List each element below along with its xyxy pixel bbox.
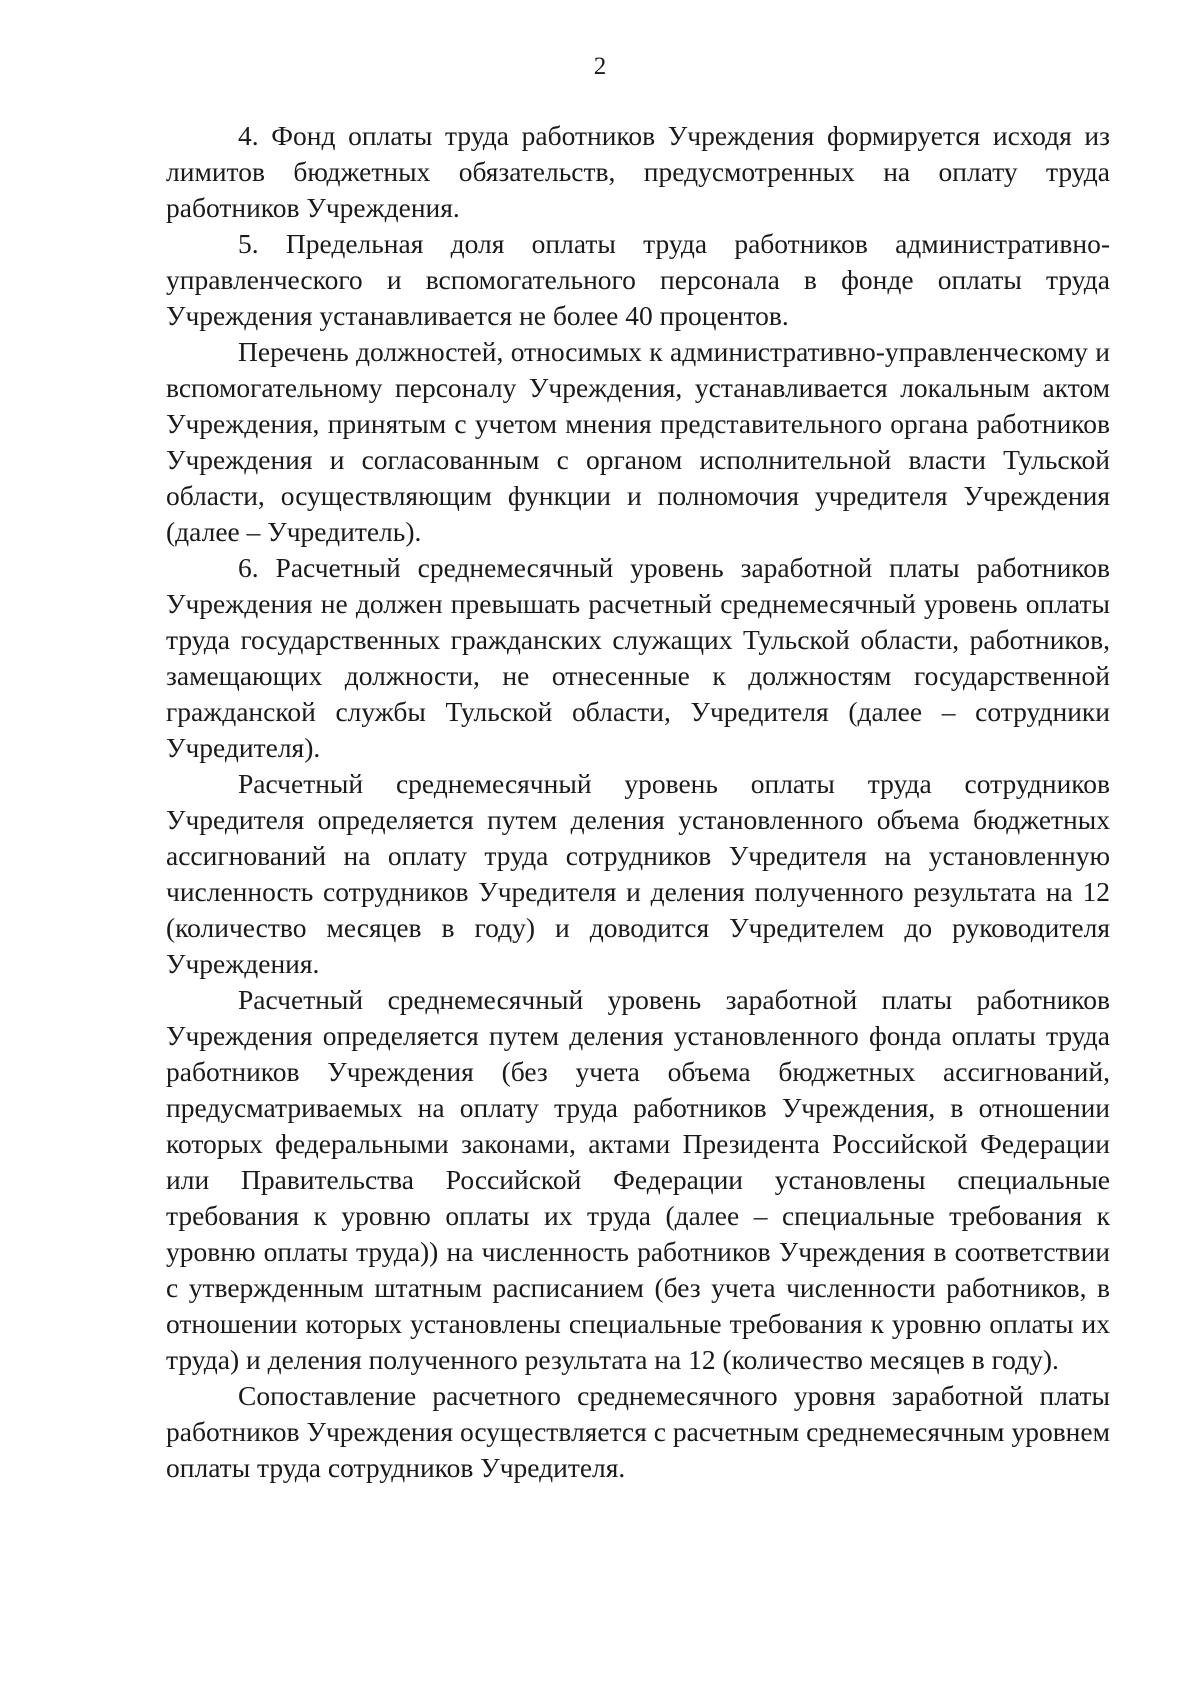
- paragraph-positions-list: Перечень должностей, относимых к административно-управленческому и вспомогательному персоналу Учреждения, устанавливается локальным актом Учреждения, принятым с учетом мнения представительного органа работников Учреждения и согласованным с органом исполнительной власти Тульской области, осуществляющим функции и полномочия учредителя Учреждения (далее – Учредитель).: [166, 336, 1110, 547]
- paragraph-founder-pay-level: Расчетный среднемесячный уровень оплаты труда сотрудников Учредителя определяется путем деления установленного объема бюджетных ассигнований на оплату труда сотрудников Учредителя на установленную численность сотрудников Учредителя и деления полученного результата на 12 (количество месяцев в году) и доводится Учредителем до руководителя Учреждения.: [166, 768, 1110, 979]
- page-number: 2: [593, 53, 607, 80]
- document-body: [166, 118, 1110, 1486]
- paragraph-institution-pay-level: Расчетный среднемесячный уровень заработной платы работников Учреждения определяется путем деления установленного фонда оплаты труда работников Учреждения (без учета объема бюджетных ассигнований, предусматриваемых на оплату труда работников Учреждения, в отношении которых федеральными законами, актами Президента Российской Федерации или Правительства Российской Федерации установлены специальные требования к уровню оплаты их труда (далее – специальные требования к уровню оплаты труда)) на численность работников Учреждения в соответствии с утвержденным штатным расписанием (без учета численности работников, в отношении которых установлены специальные требования к уровню оплаты их труда) и деления полученного результата на 12 (количество месяцев в году).: [166, 984, 1110, 1375]
- paragraph-item-5: 5. Предельная доля оплаты труда работников административно-управленческого и вспомогательного персонала в фонде оплаты труда Учреждения устанавливается не более 40 процентов.: [166, 228, 1110, 331]
- paragraph-item-4: 4. Фонд оплаты труда работников Учреждения формируется исходя из лимитов бюджетных обязательств, предусмотренных на оплату труда работников Учреждения.: [166, 120, 1110, 223]
- paragraph-item-6: 6. Расчетный среднемесячный уровень заработной платы работников Учреждения не должен превышать расчетный среднемесячный уровень оплаты труда государственных гражданских служащих Тульской области, работников, замещающих должности, не отнесенные к должностям государственной гражданской службы Тульской области, Учредителя (далее – сотрудники Учредителя).: [166, 552, 1110, 763]
- paragraph-comparison: Сопоставление расчетного среднемесячного уровня заработной платы работников Учреждения осуществляется с расчетным среднемесячным уровнем оплаты труда сотрудников Учредителя.: [166, 1380, 1110, 1483]
